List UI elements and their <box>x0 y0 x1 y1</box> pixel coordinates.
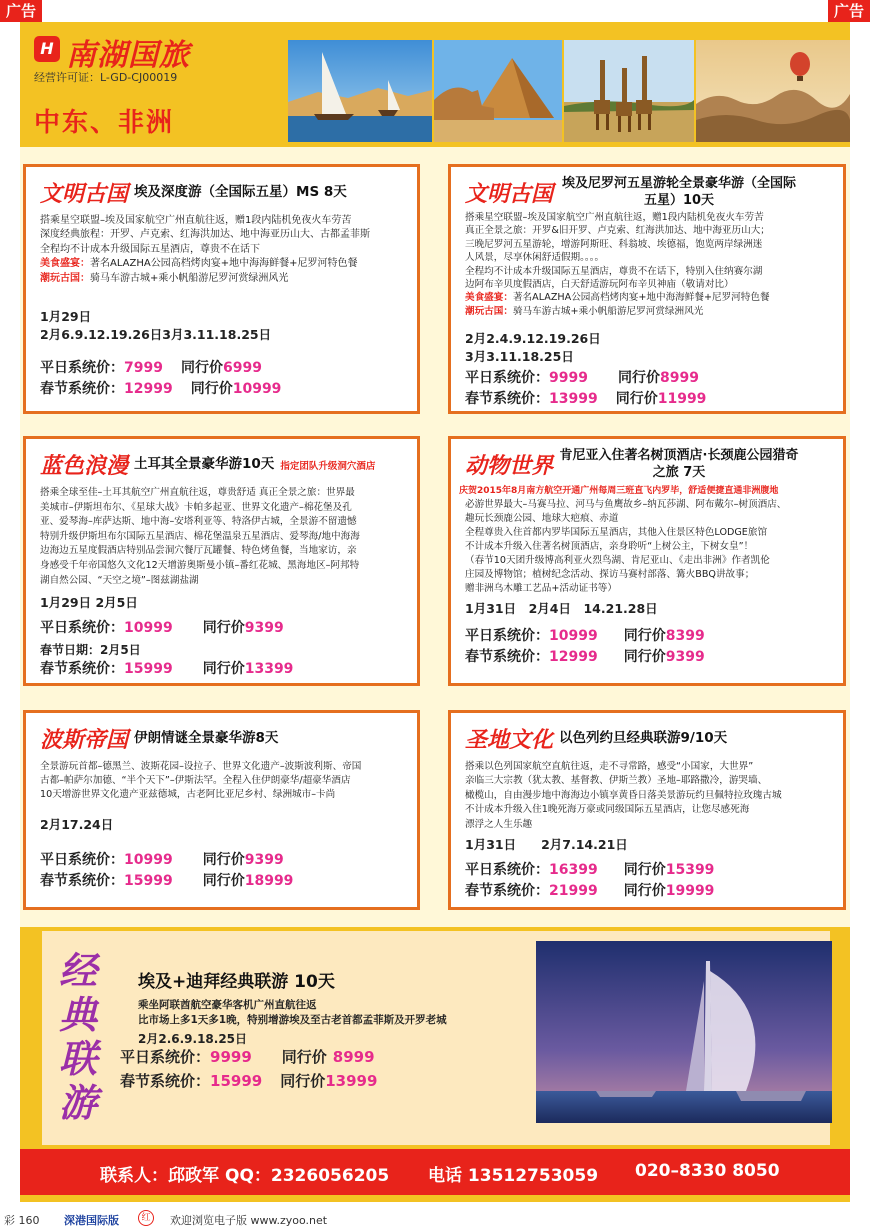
promo-price-weekday: 平日系统价：9999 同行价 8999 <box>120 1048 375 1066</box>
card-title <box>40 449 403 480</box>
brand-name: 南湖国旅 <box>66 38 190 73</box>
region-title: 中东、非洲 <box>34 108 175 138</box>
felucca-photo <box>288 40 432 142</box>
promo-vertical-title: 经 典 联 游 <box>58 949 97 1125</box>
tour-title: 埃及尼罗河五星游轮全景豪华游（全国际五星）10天 <box>562 176 797 208</box>
card-title <box>40 177 403 208</box>
price-spring: 春节系统价：21999 同行价19999 <box>465 883 715 900</box>
price-block <box>40 358 403 400</box>
tour-title: 伊朗情谜全景豪华游8天 <box>134 730 279 746</box>
edition-mark-icon: 红 <box>138 1210 154 1226</box>
license-number: 经营许可证：L-GD-CJ00019 <box>34 71 178 84</box>
edition-name: 深港国际版 <box>64 1214 119 1227</box>
page-footer <box>0 1206 870 1230</box>
tour-description: 搭乘全球至佳–土耳其航空广州直航往返，尊贵舒适 真正全景之旅：世界最 美城市–伊斯坦布尔、《星球大战》卡帕多起亚、世界文化遗产–棉花堡及孔 亚、爱琴海–库萨达斯、地中海–安塔利亚等、特洛伊古城，全景游不留遗憾 特别升级伊斯坦布尔国际五星酒店、棉花堡温泉五星酒店、爱琴海/地中海海 边海边五星度假酒店特别品尝洞穴餐厅瓦罐餐、特色烤鱼餐，当地家访，亲 身感受千年帝国悠久文化12天增游奥斯曼小镇–番红花城、黑海地区–阿邦特 湖自然公园、“天空之境”–图兹湖盐湖 <box>40 487 360 586</box>
tour-card-iran[interactable] <box>23 710 420 910</box>
tour-category: 波斯帝国 <box>40 728 129 753</box>
spring-festival-date: 春节日期：2月5日 <box>40 643 141 658</box>
promo-dates: 2月2.6.9.18.25日 <box>138 1032 248 1046</box>
ad-tag-left: 广告 <box>0 0 42 22</box>
price-weekday: 平日系统价：10999 同行价8399 <box>465 628 705 644</box>
tour-title: 以色列约旦经典联游9/10天 <box>559 730 728 746</box>
tour-card-turkey[interactable] <box>23 436 420 686</box>
promo-line-2: 比市场上多1天多1晚，特别增游埃及至古老首都孟菲斯及开罗老城 <box>138 1014 447 1026</box>
card-title <box>465 723 829 754</box>
tour-description: 搭乘星空联盟–埃及国家航空广州直航往返，赠1段内陆机免夜火车劳苦 深度经典旅程：开罗、卢克索、红海洪加达、地中海亚历山大、古都孟菲斯 全程均不计成本升级国际五星酒店，尊贵不在话下 美食盛宴：著名ALAZHA公园高档烤肉宴+地中海海鲜餐+尼罗河特色餐 潮玩古国：骑马车游古城+乘小帆船游尼罗河赏绿洲风光 <box>40 215 370 284</box>
tour-category: 蓝色浪漫 <box>40 454 129 479</box>
tour-category: 圣地文化 <box>465 728 554 753</box>
price-weekday: 平日系统价：16399 同行价15399 <box>465 862 715 879</box>
departure-dates: 2月17.24日 <box>40 817 114 832</box>
price-spring: 春节系统价：13999 同行价11999 <box>465 391 707 408</box>
brand-logo-icon: H <box>34 36 60 62</box>
departure-dates: 1月29日 2月6.9.12.19.26日3月3.11.18.25日 <box>40 309 272 343</box>
tour-category: 动物世界 <box>465 453 554 479</box>
tour-title: 土耳其全景豪华游10天 <box>134 456 275 472</box>
price-spring: 春节系统价：12999 同行价9399 <box>465 649 705 665</box>
tour-description: 搭乘星空联盟–埃及国家航空广州直航往返，赠1段内陆机免夜火车劳苦 真正全景之旅：开罗&旧开罗、卢克索、红海洪加达、地中海亚历山大； 三晚尼罗河五星游轮，增游阿斯旺、科翁坡、埃德福，饱览两岸绿洲迷 人风景，尽享休闲舒适假期。。。。 全程均不计成本升级国际五星酒店，尊贵不在话下，特别入住纳赛尔湖 边阿布辛贝度假酒店，白天舒适游玩阿布辛贝神庙（敬请对比） 美食盛宴：著名ALAZHA公园高档烤肉宴+地中海海鲜餐+尼罗河特色餐 潮玩古国：骑马车游古城+乘小帆船游尼罗河赏绿洲风光 <box>465 212 770 317</box>
tour-card-egypt-cruise[interactable] <box>448 164 846 414</box>
price-spring: 春节系统价：12999 同行价10999 <box>40 381 282 398</box>
departure-dates: 1月29日 2月5日 <box>40 595 138 611</box>
tour-card-kenya[interactable] <box>448 436 846 686</box>
price-block <box>465 368 829 410</box>
sphinx-photo <box>434 40 562 142</box>
price-spring: 春节系统价：15999 同行价18999 <box>40 873 294 889</box>
price-block <box>465 860 829 902</box>
contact-bar <box>20 1149 850 1195</box>
balloon-photo <box>696 40 850 142</box>
tour-title: 埃及深度游（全国际五星）MS 8天 <box>134 184 347 200</box>
price-weekday: 平日系统价：10999 同行价9399 <box>40 620 284 637</box>
page-number: 彩 160 <box>4 1214 40 1227</box>
airline-promo: 庆贺2015年8月南方航空开通广州每周三班直飞内罗毕，舒适便捷直通非洲腹地 <box>459 486 779 496</box>
ad-tag-right: 广告 <box>828 0 870 22</box>
card-title <box>465 447 829 481</box>
tour-category: 文明古国 <box>465 181 554 207</box>
tour-description: 搭乘以色列国家航空直航往返，走不寻常路，感受“小国家，大世界” 亲临三大宗教（犹太教、基督教、伊斯兰教）圣地–耶路撒冷，游哭墙、 橄榄山，自由漫步地中海海边小镇享黄昏日落美景游玩约旦佩特拉玫瑰古城 不计成本升级入住1晚死海万豪或同级国际五星酒店，让您尽感死海 漂浮之人生乐趣 <box>465 761 782 830</box>
contact-person: 联系人：邱政军 <box>100 1166 219 1186</box>
contact-qq[interactable]: QQ：2326056205 <box>225 1166 390 1186</box>
price-weekday: 平日系统价：10999 同行价9399 <box>40 852 284 868</box>
card-title <box>40 723 403 754</box>
departure-dates: 2月2.4.9.12.19.26日 3月3.11.18.25日 <box>465 331 601 365</box>
tour-description: 全景游玩首都–德黑兰、波斯花园–设拉子、世界文化遗产–波斯波利斯、帝国 古都–帕萨尔加德、“半个天下”–伊斯法罕。全程入住伊朗豪华/超豪华酒店 10天增游世界文化遗产亚兹德城，古老阿比亚尼乡村、绿洲城市–卡尚 <box>40 761 362 800</box>
price-weekday: 平日系统价：7999 同行价6999 <box>40 360 262 377</box>
promo-line-1: 乘坐阿联酋航空豪华客机广州直航往返 <box>138 999 317 1011</box>
tour-category: 文明古国 <box>40 182 129 207</box>
card-title <box>465 175 829 209</box>
upgrade-badge: 指定团队升级洞穴酒店 <box>280 460 376 472</box>
price-block <box>40 850 403 892</box>
promo-banner[interactable] <box>20 927 850 1149</box>
tour-card-egypt-deep[interactable] <box>23 164 420 414</box>
promo-title: 埃及+迪拜经典联游 10天 <box>138 972 335 992</box>
contact-phone[interactable]: 电话 13512753059 <box>428 1166 599 1186</box>
departure-dates: 1月31日 2月4日 14.21.28日 <box>465 601 658 616</box>
giraffe-photo <box>564 40 694 142</box>
price-spring: 春节系统价：15999 同行价13399 <box>40 661 294 678</box>
departure-dates: 1月31日 2月7.14.21日 <box>465 837 628 853</box>
promo-price-spring: 春节系统价：15999 同行价13999 <box>120 1072 378 1090</box>
tour-card-israel-jordan[interactable] <box>448 710 846 910</box>
contact-tel[interactable]: 020–8330 8050 <box>635 1161 780 1181</box>
tour-title: 肯尼亚入住著名树顶酒店·长颈鹿公园猎奇之旅 7天 <box>559 448 799 480</box>
tour-description: 必游世界最大–马赛马拉、河马与鱼鹰故乡–纳瓦莎湖、阿布戴尔–树顶酒店、 趣玩长颈鹿公园、地球大疤痕、赤道 全程尊贵入住首都内罗毕国际五星酒店，其他入住景区特色LODGE旅馆 不计成本升级入住著名树顶酒店，亲身聆听“上树公主，下树女皇”！ （春节10天团升级博高利亚火烈鸟湖、肯尼亚山、《走出非洲》作者凯伦 庄园及博物馆；植树纪念活动、探访马赛村部落、篝火BBQ讲故事； 赠非洲乌木雕工艺品+活动证书等） <box>465 499 787 594</box>
burj-al-arab-photo <box>536 941 832 1123</box>
price-weekday: 平日系统价：9999 同行价8999 <box>465 370 699 387</box>
website-note[interactable]: 欢迎浏览电子版 www.zyoo.net <box>170 1214 328 1227</box>
price-block <box>465 626 829 668</box>
